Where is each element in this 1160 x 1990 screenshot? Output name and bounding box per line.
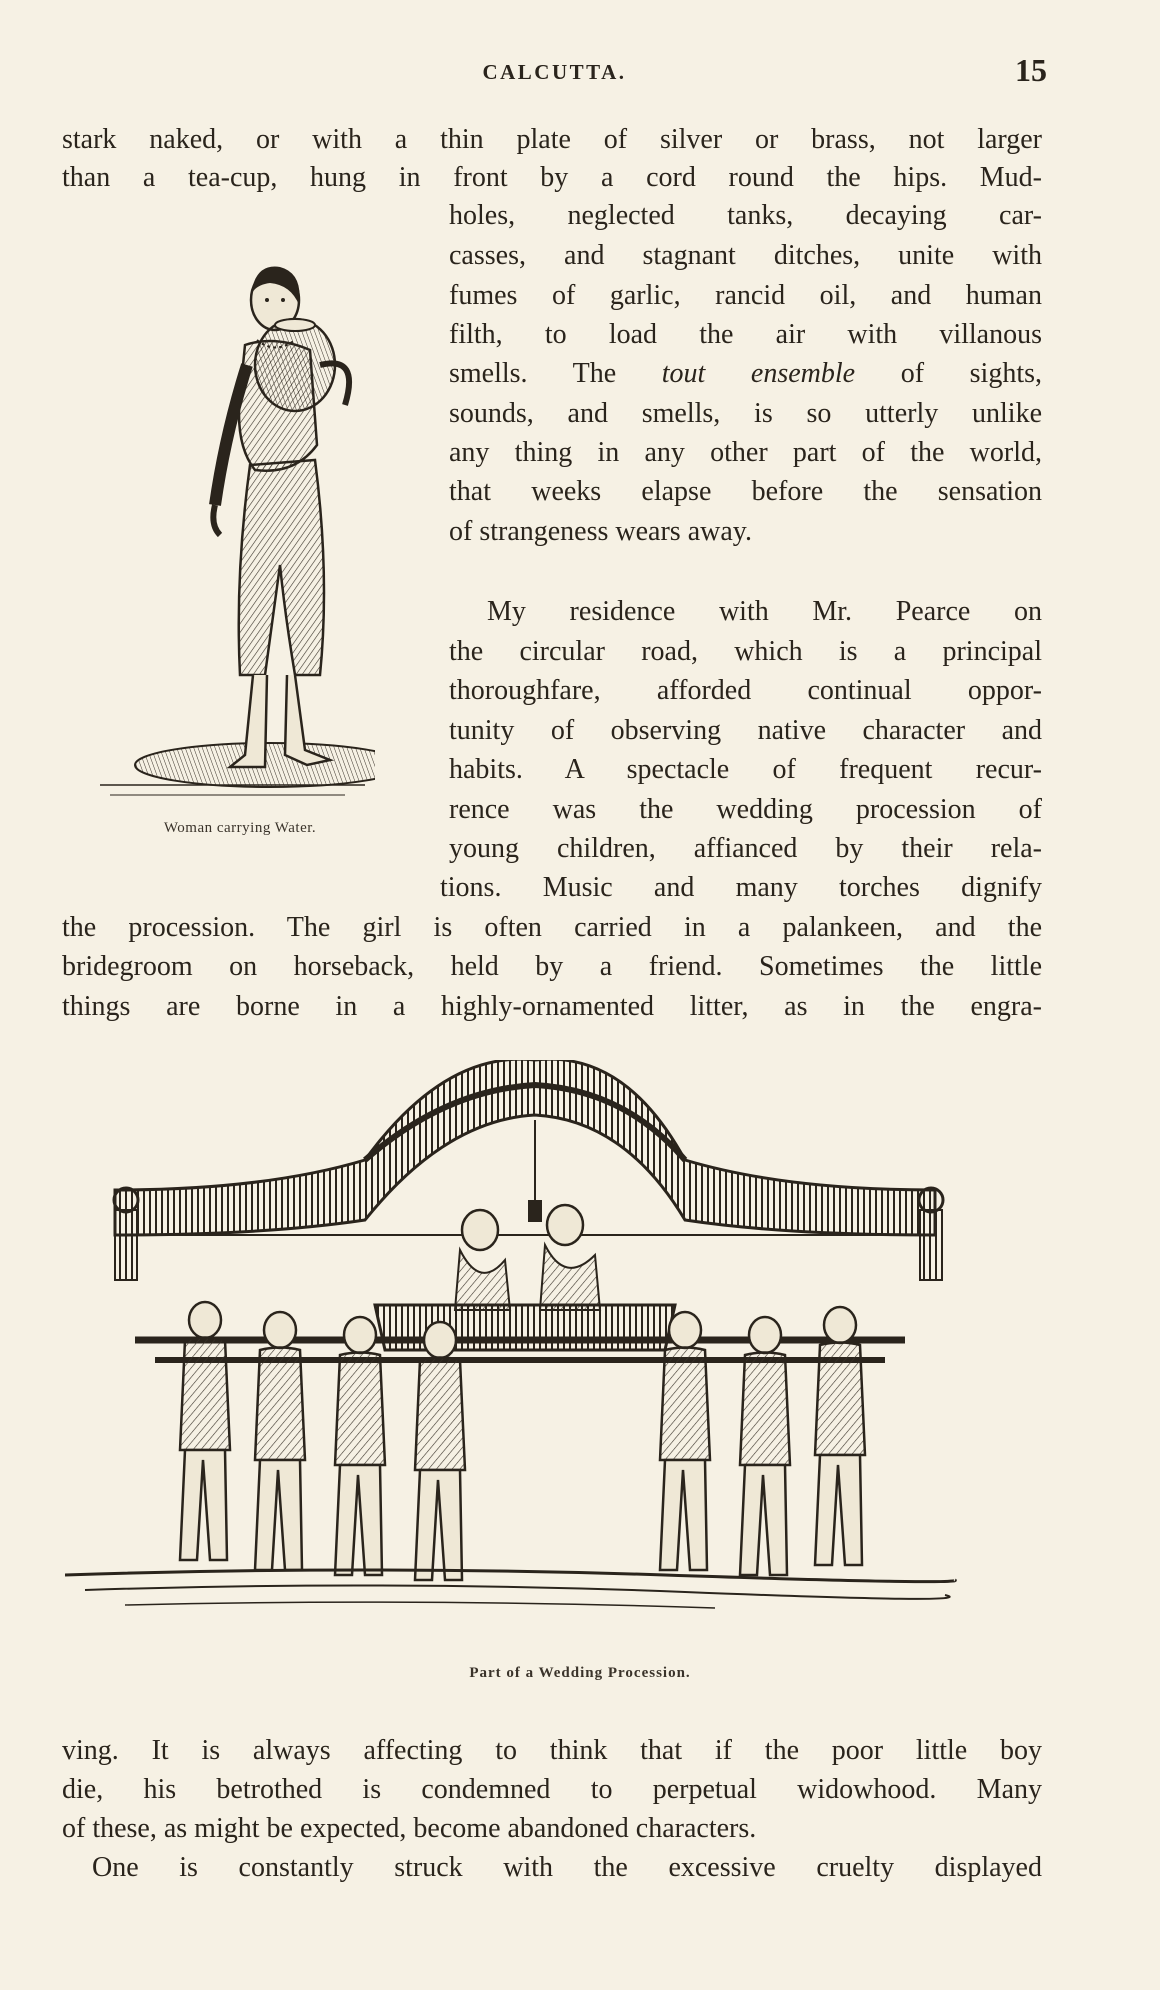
text-line: than a tea-cup, hung in front by a cord round the hips. Mud- bbox=[62, 162, 1042, 193]
running-head bbox=[62, 52, 1047, 92]
text-line: rence was the wedding procession of bbox=[449, 794, 1042, 825]
text-line: My residence with Mr. Pearce on bbox=[487, 596, 1042, 627]
text-line: the procession. The girl is often carried in a palankeen, and the bbox=[62, 912, 1042, 943]
italic-phrase: tout ensemble bbox=[661, 358, 856, 389]
text-line: the circular road, which is a principal bbox=[449, 636, 1042, 667]
text-line: habits. A spectacle of frequent recur- bbox=[449, 754, 1042, 785]
text-line: of these, as might be expected, become abandoned characters. bbox=[62, 1813, 757, 1844]
text-line: stark naked, or with a thin plate of silver or brass, not larger bbox=[62, 124, 1042, 155]
text-line: any thing in any other part of the world, bbox=[449, 437, 1042, 468]
text-line: casses, and stagnant ditches, unite with bbox=[449, 240, 1042, 271]
woman-figure-caption: Woman carrying Water. bbox=[163, 820, 317, 836]
text-line: that weeks elapse before the sensation bbox=[449, 476, 1042, 507]
text-line: die, his betrothed is condemned to perpetual widowhood. Many bbox=[62, 1774, 1042, 1805]
text-line: tions. Music and many torches dignify bbox=[440, 872, 1042, 903]
text-line: sounds, and smells, is so utterly unlike bbox=[449, 398, 1042, 429]
text-line: One is constantly struck with the excessive cruelty displayed bbox=[92, 1852, 1042, 1883]
text-line: of strangeness wears away. bbox=[449, 516, 752, 547]
text-fragment: smells. The bbox=[449, 358, 617, 389]
text-line-with-italic bbox=[449, 356, 1042, 392]
procession-figure-caption: Part of a Wedding Procession. bbox=[469, 1665, 691, 1681]
text-line: young children, affianced by their rela- bbox=[449, 833, 1042, 864]
text-line: ving. It is always affecting to think that if the poor little boy bbox=[62, 1735, 1042, 1766]
text-line: bridegroom on horseback, held by a friend. Sometimes the little bbox=[62, 951, 1042, 982]
text-line: filth, to load the air with villanous bbox=[449, 319, 1042, 350]
text-line: tunity of observing native character and bbox=[449, 715, 1042, 746]
text-line: things are borne in a highly-ornamented litter, as in the engra- bbox=[62, 991, 1042, 1022]
text-line: holes, neglected tanks, decaying car- bbox=[449, 200, 1042, 231]
text-fragment: of sights, bbox=[900, 358, 1042, 389]
woman-carrying-water-engraving bbox=[95, 255, 375, 805]
text-line: thoroughfare, afforded continual oppor- bbox=[449, 675, 1042, 706]
text-line: fumes of garlic, rancid oil, and human bbox=[449, 280, 1042, 311]
page-number: 15 bbox=[1015, 52, 1047, 88]
wedding-procession-engraving bbox=[65, 1060, 965, 1630]
running-title: CALCUTTA. bbox=[482, 60, 627, 84]
